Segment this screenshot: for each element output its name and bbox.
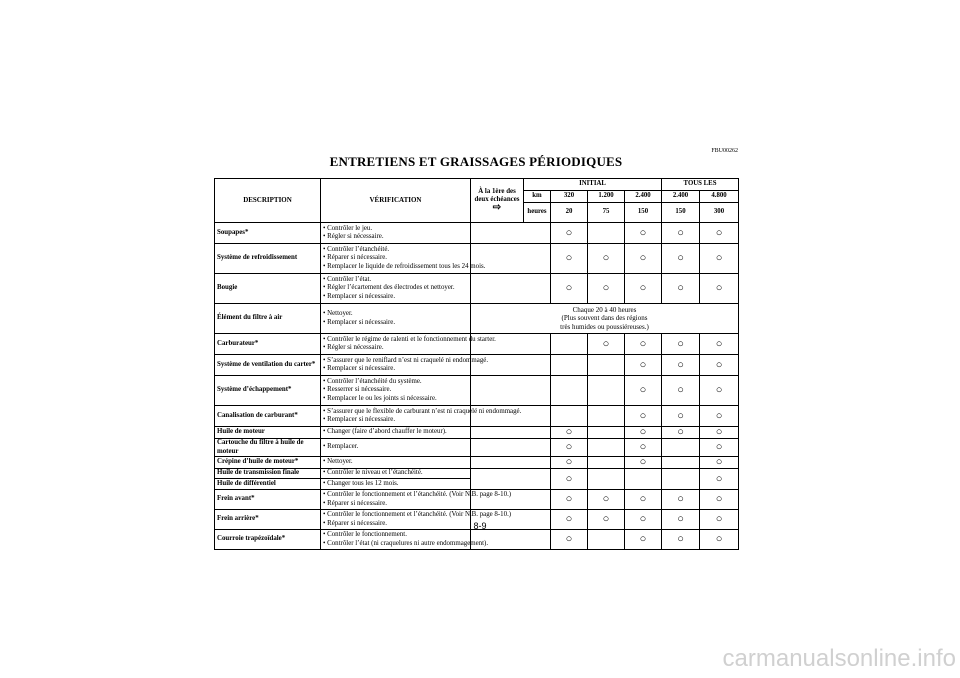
check-mark: ○ [625,530,662,550]
verification-item: • Remplacer si nécessaire. [323,365,396,372]
check-mark: ○ [625,376,662,406]
check-mark: ○ [625,439,662,457]
check-mark: ○ [551,439,588,457]
maintenance-rows [215,223,739,550]
empty-cell [471,376,551,406]
header-km-value: 2.400 [662,191,700,203]
verification-item: • S’assurer que le flexible de carburant n’est ni craquelé ni endommagé. [323,407,522,415]
header-hours-value: 150 [662,203,700,223]
check-mark: ○ [625,510,662,530]
verification-item: • Contrôler le niveau et l’étanchéité. [323,469,423,477]
check-mark: ○ [588,244,625,274]
check-mark: ○ [700,490,739,510]
check-mark: ○ [700,439,739,457]
check-mark: ○ [700,457,739,469]
empty-cell [551,376,588,406]
interval-note-line: (Plus souvent dans des régions [561,314,648,323]
check-mark: ○ [662,244,700,274]
empty-cell [588,439,625,457]
element-name: Huile de différentiel [215,479,321,490]
check-mark: ○ [700,334,739,355]
verification-cell [321,274,471,304]
verification-item: • Contrôler le fonctionnement. [323,531,407,539]
verification-cell [321,479,471,490]
empty-cell [471,457,551,469]
empty-cell [588,406,625,427]
verification-cell [321,355,489,376]
verification-item: • Remplacer si nécessaire. [323,318,396,326]
verification-item: • Contrôler le fonctionnement et l’étanchéité. (Voir N.B. page 8-10.) [323,491,512,499]
empty-cell [662,439,700,457]
check-mark: ○ [588,510,625,530]
interval-note [471,304,739,334]
verification-item: • Réparer si nécessaire. [323,519,388,527]
check-mark: ○ [625,427,662,439]
verification-item: • Contrôler l’état. [323,276,372,284]
element-name: Élément du filtre à air [215,304,321,334]
verification-cell [321,457,471,469]
verification-item: • Contrôler l’étanchéité. [323,246,390,254]
element-name: Soupapes* [215,223,321,244]
table-row [215,274,739,304]
verification-item: • S’assurer que le reniflard n’est ni craquelé ni endommagé. [323,356,489,364]
table-row [215,244,739,274]
check-mark: ○ [700,406,739,427]
header-initial: INITIAL [524,179,662,191]
verification-cell [321,304,471,334]
check-mark: ○ [700,510,739,530]
header-first-of-label: À la 1ère des deux échéances [474,187,520,203]
header-hours-value: 20 [551,203,588,223]
table-row [215,469,739,479]
empty-cell [588,223,625,244]
empty-cell [588,427,625,439]
element-name: Carburateur* [215,334,321,355]
element-name: Système de refroidissement [215,244,321,274]
verification-item: • Changer tous les 12 mois. [323,479,399,487]
check-mark: ○ [588,490,625,510]
header-hours-value: 150 [625,203,662,223]
verification-item: • Remplacer le liquide de refroidissement tous les 24 mois. [323,262,486,270]
verification-item: • Régler si nécessaire. [323,233,384,240]
table-row [215,304,739,334]
verification-item: • Resserrer si nécessaire. [323,386,392,394]
check-mark: ○ [625,274,662,304]
empty-cell [471,469,551,490]
empty-cell [662,469,700,490]
verification-item: • Réparer si nécessaire. [323,499,388,507]
verification-item: • Régler si nécessaire. [323,344,384,351]
header-verification: VÉRIFICATION [321,179,471,223]
check-mark: ○ [700,244,739,274]
check-mark: ○ [700,427,739,439]
check-mark: ○ [625,406,662,427]
header-hours-value: 75 [588,203,625,223]
check-mark: ○ [551,530,588,550]
check-mark: ○ [588,274,625,304]
check-mark: ○ [662,510,700,530]
check-mark: ○ [700,355,739,376]
header-km-value: 4.800 [700,191,739,203]
empty-cell [662,457,700,469]
verification-cell [321,490,512,510]
check-mark: ○ [662,406,700,427]
header-km-label: km [524,191,551,203]
verification-cell [321,376,471,406]
check-mark: ○ [662,427,700,439]
empty-cell [588,530,625,550]
verification-cell [321,244,486,274]
check-mark: ○ [662,355,700,376]
verification-cell [321,406,522,427]
empty-cell [471,427,551,439]
table-row [215,334,739,355]
check-mark: ○ [700,223,739,244]
check-mark: ○ [551,490,588,510]
check-mark: ○ [662,223,700,244]
verification-cell [321,439,471,457]
verification-item: • Contrôler le jeu. [323,224,373,232]
check-mark: ○ [700,274,739,304]
verification-item: • Changer (faire d’abord chauffer le moteur). [323,428,447,436]
table-row [215,223,739,244]
verification-item: • Réparer si nécessaire. [323,254,388,262]
table-row [215,427,739,439]
maintenance-table [214,178,739,550]
verification-item: • Contrôler le fonctionnement et l’étanchéité. (Voir N.B. page 8-10.) [323,511,512,519]
element-name: Courroie trapézoïdale* [215,530,321,550]
watermark: carmanualsonline.info [722,645,956,672]
element-name: Canalisation de carburant* [215,406,321,427]
check-mark: ○ [662,530,700,550]
element-name: Huile de moteur [215,427,321,439]
header-km-value: 320 [551,191,588,203]
check-mark: ○ [662,274,700,304]
check-mark: ○ [625,223,662,244]
arrow-right-icon: ⇨ [492,202,502,214]
check-mark: ○ [625,490,662,510]
verification-item: • Contrôler l’étanchéité du système. [323,378,422,386]
check-mark: ○ [625,244,662,274]
verification-item: • Contrôler l’état (ni craquelures ni autre endommagement). [323,539,489,547]
empty-cell [551,406,588,427]
empty-cell [471,274,551,304]
empty-cell [588,457,625,469]
verification-item: • Nettoyer. [323,458,353,466]
header-first-of [471,179,524,223]
header-km-value: 1.200 [588,191,625,203]
check-mark: ○ [551,469,588,490]
verification-cell [321,530,489,550]
check-mark: ○ [551,510,588,530]
page-title: ENTRETIENS ET GRAISSAGES PÉRIODIQUES [329,154,623,169]
empty-cell [471,439,551,457]
table-row [215,406,739,427]
check-mark: ○ [551,274,588,304]
header-km-value: 2.400 [625,191,662,203]
check-mark: ○ [662,376,700,406]
check-mark: ○ [662,490,700,510]
header-every: TOUS LES [662,179,739,191]
element-name: Frein arrière* [215,510,321,530]
verification-item: • Remplacer si nécessaire. [323,416,396,423]
check-mark: ○ [700,530,739,550]
check-mark: ○ [551,427,588,439]
verification-item: • Régler l’écartement des électrodes et nettoyer. [323,284,455,292]
table-row [215,355,739,376]
verification-item: • Remplacer. [323,443,359,451]
check-mark: ○ [551,223,588,244]
verification-item: • Contrôler le régime de ralenti et le fonctionnement du starter. [323,335,496,343]
check-mark: ○ [588,334,625,355]
table-row [215,376,739,406]
table-row [215,530,739,550]
header-hours-value: 300 [700,203,739,223]
check-mark: ○ [700,376,739,406]
verification-cell [321,223,471,244]
element-name: Système d’échappement* [215,376,321,406]
element-name: Huile de transmission finale [215,469,321,479]
header-description: DESCRIPTION [215,179,321,223]
table-row [215,490,739,510]
check-mark: ○ [551,244,588,274]
check-mark: ○ [625,334,662,355]
empty-cell [471,223,551,244]
table-row [215,457,739,469]
verification-cell [321,469,471,479]
document-code: FBU00262 [711,148,738,154]
check-mark: ○ [700,469,739,490]
element-name: Crépine d’huile de moteur* [215,457,321,469]
verification-cell [321,427,471,439]
table-row [215,439,739,457]
element-name: Frein avant* [215,490,321,510]
verification-item: • Nettoyer. [323,310,353,318]
check-mark: ○ [625,457,662,469]
element-name: Système de ventilation du carter* [215,355,321,376]
empty-cell [588,376,625,406]
empty-cell [625,469,662,490]
verification-item: • Remplacer le ou les joints si nécessaire. [323,394,437,402]
check-mark: ○ [551,457,588,469]
empty-cell [588,469,625,490]
header-hours-label: heures [524,203,551,223]
interval-note-line: Chaque 20 à 40 heures [572,305,637,314]
page-number: 8-9 [473,521,487,531]
element-name: Bougie [215,274,321,304]
empty-cell [588,355,625,376]
interval-note-line: très humides ou poussiéreuses.) [560,322,649,331]
check-mark: ○ [625,355,662,376]
empty-cell [551,355,588,376]
element-name: Cartouche du filtre à huile de moteur [215,439,321,457]
check-mark: ○ [662,334,700,355]
empty-cell [551,334,588,355]
verification-item: • Remplacer si nécessaire. [323,292,396,300]
verification-cell [321,334,496,355]
